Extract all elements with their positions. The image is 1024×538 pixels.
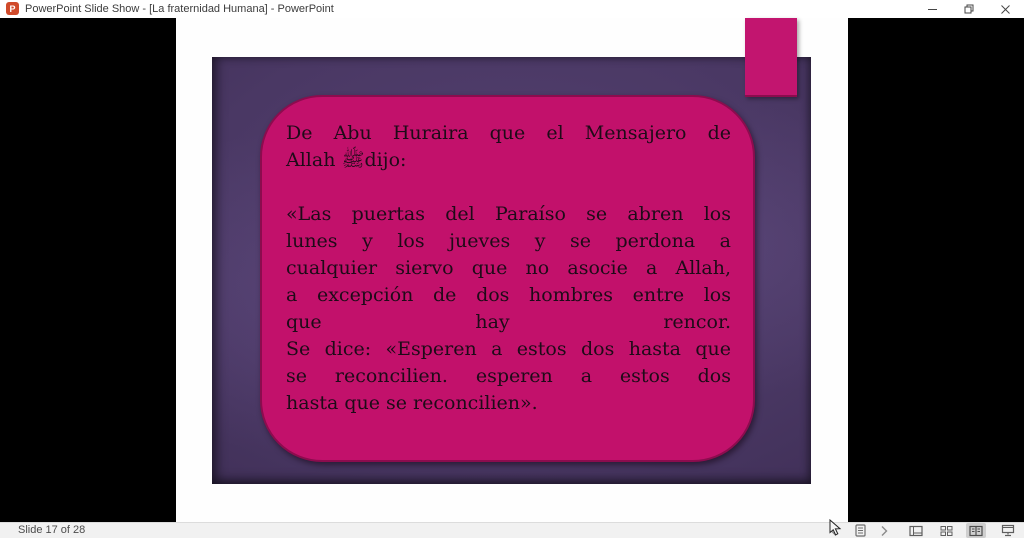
slide-number-indicator: Slide 17 of 28 [18,524,86,536]
text-line: «Las puertas del Paraíso se abren los [286,203,731,225]
reading-view-button[interactable] [966,523,986,538]
slide-text [286,120,731,417]
menu-square-icon [854,524,867,537]
slideshow-view-button[interactable] [998,523,1018,538]
slideshow-screen-icon [1001,524,1015,537]
slide-sorter-grid-icon [940,525,953,537]
text-line: De Abu Huraira que el Mensajero de [286,122,731,144]
window-title: PowerPoint Slide Show - [La fraternidad Humana] - PowerPoint [25,3,334,15]
restore-window-icon [964,4,974,14]
slide-sorter-view-button[interactable] [936,523,956,538]
restore-window-button[interactable] [951,0,986,18]
normal-view-icon [909,525,923,537]
pink-tab-shape [745,18,797,97]
mouse-cursor [829,519,842,538]
close-icon [1001,5,1010,14]
next-slide-button[interactable] [874,523,894,538]
text-line: a excepción de dos hombres entre los [286,284,731,306]
powerpoint-logo-icon: P [6,2,19,15]
annotation-menu-button[interactable] [850,523,870,538]
slide-canvas[interactable] [212,57,811,484]
slideshow-stage[interactable] [0,18,1024,522]
chevron-right-icon [880,525,888,537]
text-line: que hay rencor. [286,311,731,333]
minimize-icon [928,9,937,10]
letterbox-left [0,18,176,522]
letterbox-right [848,18,1024,522]
minimize-button[interactable] [915,0,950,18]
text-line: cualquier siervo que no asocie a Allah, [286,257,731,279]
normal-view-button[interactable] [906,523,926,538]
reading-view-book-icon [969,525,983,537]
status-bar [0,522,1024,538]
rounded-rectangle-shape [260,95,755,462]
paragraph-hadith [286,201,731,417]
paragraph-intro [286,120,731,174]
text-line: Se dice: «Esperen a estos dos hasta que [286,338,731,360]
text-line: hasta que se reconcilien». [286,392,538,414]
text-line: se reconcilien. esperen a estos dos [286,365,731,387]
close-button[interactable] [986,0,1024,18]
text-line: lunes y los jueves y se perdona a [286,230,731,252]
text-line: Allah ﷺdijo: [286,149,407,171]
title-bar [0,0,1024,18]
